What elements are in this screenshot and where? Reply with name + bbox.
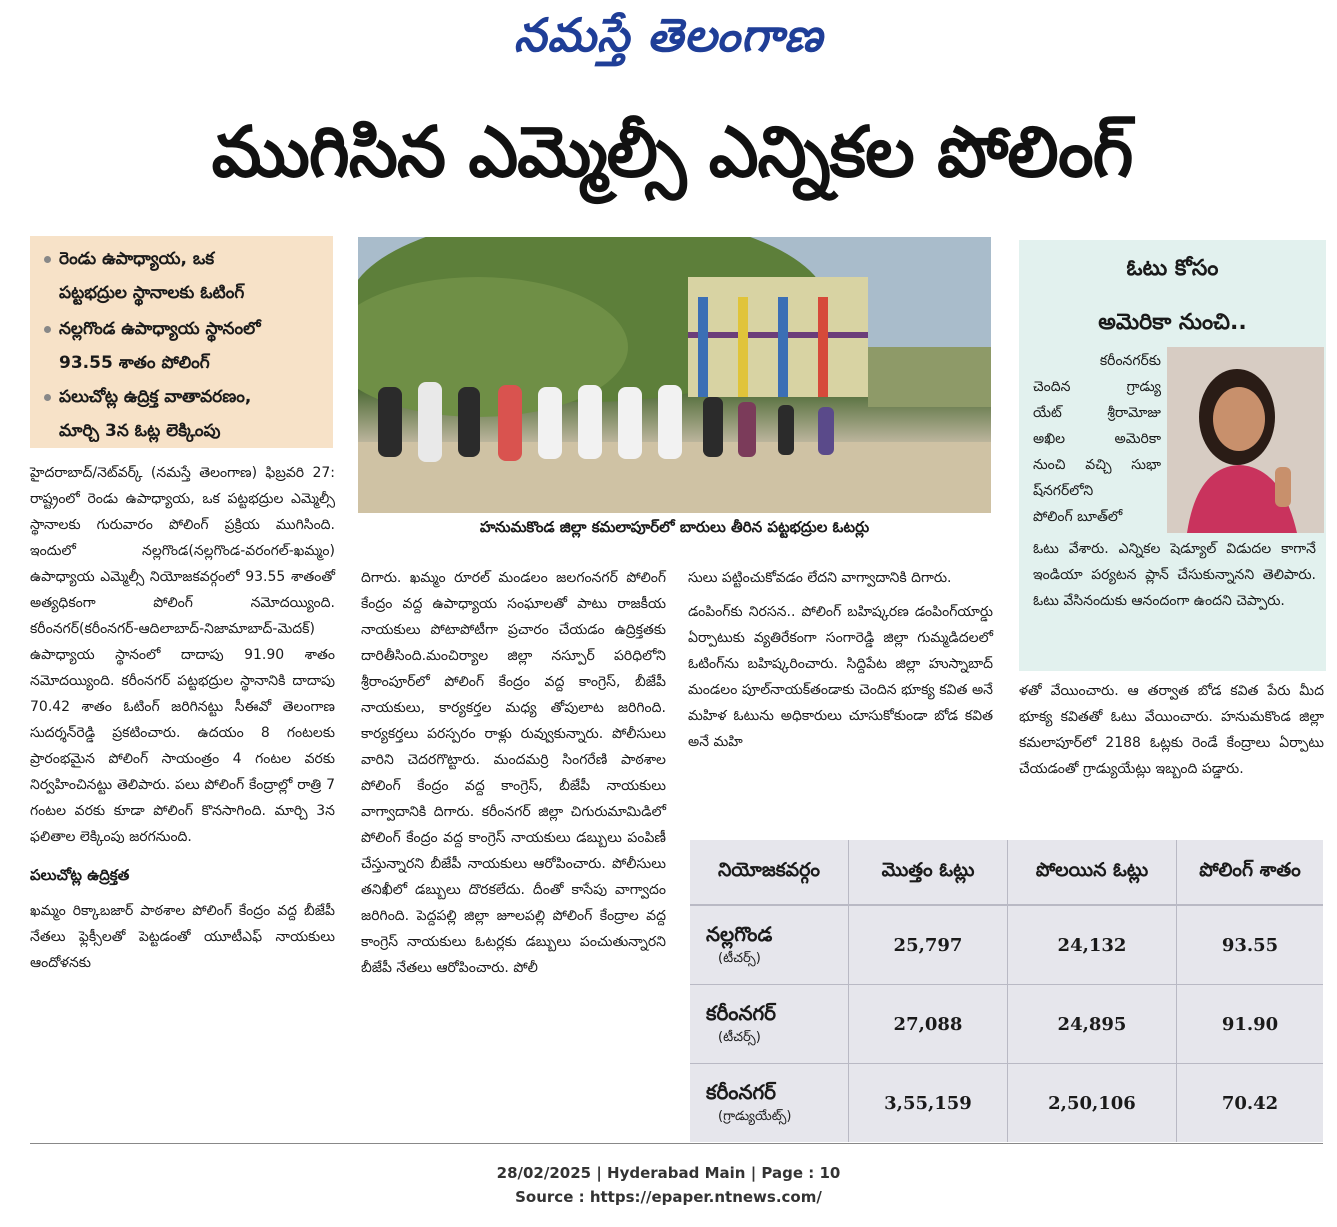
bullet-icon bbox=[44, 256, 51, 263]
highlight-line: పట్టభద్రుల స్థానాలకు ఓటింగ్ bbox=[59, 283, 245, 303]
highlight-line: 93.55 శాతం పోలింగ్ bbox=[59, 353, 210, 373]
highlight-line: మార్చి 3న ఓట్ల లెక్కింపు bbox=[59, 421, 221, 441]
article-column-3 bbox=[688, 565, 993, 755]
total-votes-cell: 3,55,159 bbox=[849, 1064, 1008, 1143]
polled-votes-cell: 24,132 bbox=[1008, 905, 1177, 985]
voter-photo bbox=[1167, 347, 1324, 533]
headline: ముగిసిన ఎమ్మెల్సీ ఎన్నికల పోలింగ్ bbox=[211, 111, 1133, 193]
photo-caption: హనుమకొండ జిల్లా కమలాపూర్‌లో బారులు తీరిన పట్టభద్రుల ఓటర్లు bbox=[479, 518, 870, 536]
sidebar-line: చెందిన గ్రాడ్యు bbox=[1033, 379, 1161, 395]
polling-percent-cell: 70.42 bbox=[1221, 1092, 1279, 1114]
article-column-1 bbox=[30, 460, 335, 976]
table-header: మొత్తం ఓట్లు bbox=[849, 840, 1008, 905]
highlight-line: రెండు ఉపాధ్యాయ, ఒక bbox=[59, 249, 215, 269]
article-paragraph: సులు పట్టించుకోవడం లేదని వాగ్వాదానికి దిగారు. bbox=[688, 570, 952, 586]
article-paragraph: డంపింగ్‌కు నిరసన.. పోలింగ్ బహిష్కరణ డంపింగ్‌యార్డు ఏర్పాటుకు వ్యతిరేకంగా సంగారెడ్డి జిల్లా గుమ్మడిదలలో ఓటింగ్‌ను బహిష్కరించారు. సిద్దిపేట జిల్లా హుస్నాబాద్ మండలం పూల్‌నాయక్‌తండాకు చెందిన భూక్య కవిత అనే మహిళ ఓటును అధికారులు చూసుకోకుండా బోడ కవిత అనే మహి bbox=[688, 604, 993, 750]
voter-illustration bbox=[1167, 347, 1324, 533]
sidebar-title: ఓటు కోసం bbox=[1126, 256, 1219, 281]
article-subhead: పలుచోట్ల ఉద్రిక్తత bbox=[30, 866, 130, 884]
bullet-icon bbox=[44, 394, 51, 401]
polling-percent-cell: 93.55 bbox=[1177, 905, 1324, 985]
sidebar-line: కరీంనగర్‌కు bbox=[1099, 353, 1161, 369]
constituency-cell bbox=[690, 905, 849, 985]
sidebar-line: పోలింగ్ బూత్‌లో bbox=[1033, 509, 1123, 525]
footer-source-link[interactable]: Source : https://epaper.ntnews.com/ bbox=[515, 1188, 822, 1206]
total-votes-cell: 25,797 bbox=[849, 905, 1008, 985]
article-column-2 bbox=[361, 565, 666, 981]
table-header: నియోజకవర్గం bbox=[690, 840, 849, 905]
sidebar-story bbox=[1019, 240, 1326, 671]
total-votes-cell: 27,088 bbox=[849, 985, 1008, 1064]
sidebar-line: యేట్ శ్రీరామోజు bbox=[1033, 405, 1161, 421]
footer-divider bbox=[30, 1143, 1323, 1144]
article-column-4 bbox=[1019, 678, 1324, 782]
poll-results-table bbox=[690, 840, 1323, 1142]
sidebar-text-wide: ఓటు వేశారు. ఎన్నికల షెడ్యూల్ విడుదల కాగానే ఇండియా పర్యటన ప్లాన్ చేసుకున్నానని తెలిపారు. ఓటు వేసినందుకు ఆనందంగా ఉందని చెప్పారు. bbox=[1033, 541, 1316, 609]
news-photo bbox=[358, 237, 991, 513]
polled-votes-cell: 2,50,106 bbox=[1008, 1064, 1177, 1143]
article-paragraph: ఖమ్మం రిక్కాబజార్ పాఠశాల పోలింగ్ కేంద్రం వద్ద బీజేపీ నేతలు ఫ్లెక్సీలతో పెట్టడంతో యూటీఎఫ్ నాయకులు ఆందోళనకు bbox=[30, 903, 335, 971]
table-header: పోలింగ్ శాతం bbox=[1177, 840, 1324, 905]
sidebar-title: అమెరికా నుంచి.. bbox=[1098, 310, 1247, 335]
article-paragraph: దిగారు. ఖమ్మం రూరల్ మండలం జలగంనగర్ పోలింగ్ కేంద్రం వద్ద ఉపాధ్యాయ సంఘాలతో పాటు రాజకీయ నాయకులు పోటాపోటీగా ప్రచారం చేయడం ఉద్రిక్తతకు దారితీసింది.మంచిర్యాల జిల్లా నస్పూర్ పరిధిలోని శ్రీరాంపూర్‌లో పోలింగ్ కేంద్రం వద్ద కాంగ్రెస్, బీజేపీ నాయకులు, కార్యకర్తల మధ్య తోపులాట జరిగింది. కార్యకర్తలు పరస్పరం రాళ్లు రువ్వుకున్నారు. పోలీసులు వారిని చెదరగొట్టారు. మందమర్రి సింగరేణి పాఠశాల పోలింగ్ కేంద్రం వద్ద కాంగ్రెస్, బీజేపీ నాయకులు వాగ్వాదానికి దిగారు. కరీంనగర్ జిల్లా చిగురుమామిడిలో పోలింగ్ కేంద్రం వద్ద కాంగ్రెస్ నాయకులు డబ్బులు పంపిణీ చేస్తున్నారని బీజేపీ నాయకులు ఆరోపించారు. పోలీసులు తనిఖీలో డబ్బులు దొరకలేదు. దీంతో కాసేపు వాగ్వాదం జరిగింది. పెద్దపల్లి జిల్లా జూలపల్లి పోలింగ్ కేంద్రాల వద్ద కాంగ్రెస్ నాయకులు ఓటర్లకు డబ్బులు పంచుతున్నారని బీజేపీ నేతలు ఆరోపించారు. పోలీ bbox=[361, 570, 666, 976]
sidebar-text-narrow bbox=[1033, 348, 1161, 530]
sidebar-line: అఖిల అమెరికా bbox=[1033, 431, 1161, 447]
article-paragraph: ళతో వేయించారు. ఆ తర్వాత బోడ కవిత పేరు మీద భూక్య కవితతో ఓటు వేయించారు. హనుమకొండ జిల్లా కమలాపూర్‌లో 2188 ఓట్లకు రెండే కేంద్రాలు ఏర్పాటు చేయడంతో గ్రాడ్యుయేట్లు ఇబ్బంది పడ్డారు. bbox=[1019, 683, 1324, 777]
highlight-line: పలుచోట్ల ఉద్రిక్త వాతావరణం, bbox=[59, 387, 252, 407]
highlight-line: నల్లగొండ ఉపాధ్యాయ స్థానంలో bbox=[59, 319, 261, 339]
constituency-type: (టీచర్స్) bbox=[718, 1029, 761, 1045]
table-row bbox=[690, 905, 1323, 985]
constituency-type: (టీచర్స్) bbox=[718, 950, 761, 966]
bullet-icon bbox=[44, 326, 51, 333]
constituency-name: నల్లగొండ bbox=[706, 921, 773, 946]
polling-percent-cell: 91.90 bbox=[1177, 985, 1324, 1064]
constituency-name: కరీంనగర్ bbox=[706, 1079, 776, 1104]
highlight-item bbox=[44, 312, 329, 380]
sidebar-line: నుంచి వచ్చి సుభా bbox=[1033, 457, 1161, 473]
table-row bbox=[690, 985, 1323, 1064]
article-paragraph: హైదరాబాద్/నెట్‌వర్క్ (నమస్తే తెలంగాణ) ఫిబ్రవరి 27: రాష్ట్రంలో రెండు ఉపాధ్యాయ, ఒక పట్టభద్రుల ఎమ్మెల్సీ స్థానాలకు గురువారం పోలింగ్ ప్రక్రియ ముగిసింది. ఇందులో నల్లగొండ(నల్లగొండ-వరంగల్-ఖమ్మం) ఉపాధ్యాయ ఎమ్మెల్సీ నియోజకవర్గంలో 93.55 శాతంతో అత్యధికంగా పోలింగ్ నమోదయ్యింది. కరీంనగర్(కరీంనగర్-ఆదిలాబాద్-నిజామాబాద్-మెదక్) ఉపాధ్యాయ స్థానంలో దాదాపు 91.90 శాతం నమోదయ్యింది. కరీంనగర్ పట్టభద్రుల స్థానానికి దాదాపు 70.42 శాతం ఓటింగ్ జరిగినట్టు సీఈవో తెలంగాణ సుదర్శన్‌రెడ్డి ప్రకటించారు. ఉదయం 8 గంటలకు ప్రారంభమైన పోలింగ్ సాయంత్రం 4 గంటల వరకు నిర్వహించినట్టు తెలిపారు. పలు పోలింగ్ కేంద్రాల్లో రాత్రి 7 గంటల వరకు కూడా పోలింగ్ కొనసాగింది. మార్చి 3న ఫలితాల లెక్కింపు జరగనుంది. bbox=[30, 465, 335, 845]
sidebar-line: ష్‌నగర్‌లోని bbox=[1033, 483, 1094, 499]
constituency-name: కరీంనగర్ bbox=[706, 1000, 776, 1025]
masthead-logo: నమస్తే తెలంగాణ bbox=[513, 8, 824, 62]
photo-illustration bbox=[358, 237, 991, 513]
table-header: పోలయిన ఓట్లు bbox=[1008, 840, 1177, 905]
table-row bbox=[690, 1064, 1323, 1143]
highlights-box bbox=[30, 236, 333, 448]
footer-edition-info: 28/02/2025 | Hyderabad Main | Page : 10 bbox=[496, 1164, 841, 1182]
highlight-item bbox=[44, 242, 329, 310]
polled-votes-cell: 24,895 bbox=[1008, 985, 1177, 1064]
constituency-cell bbox=[690, 985, 849, 1064]
constituency-cell bbox=[690, 1064, 849, 1143]
highlight-item bbox=[44, 380, 329, 448]
constituency-type: (గ్రాడ్యుయేట్స్) bbox=[718, 1108, 792, 1124]
